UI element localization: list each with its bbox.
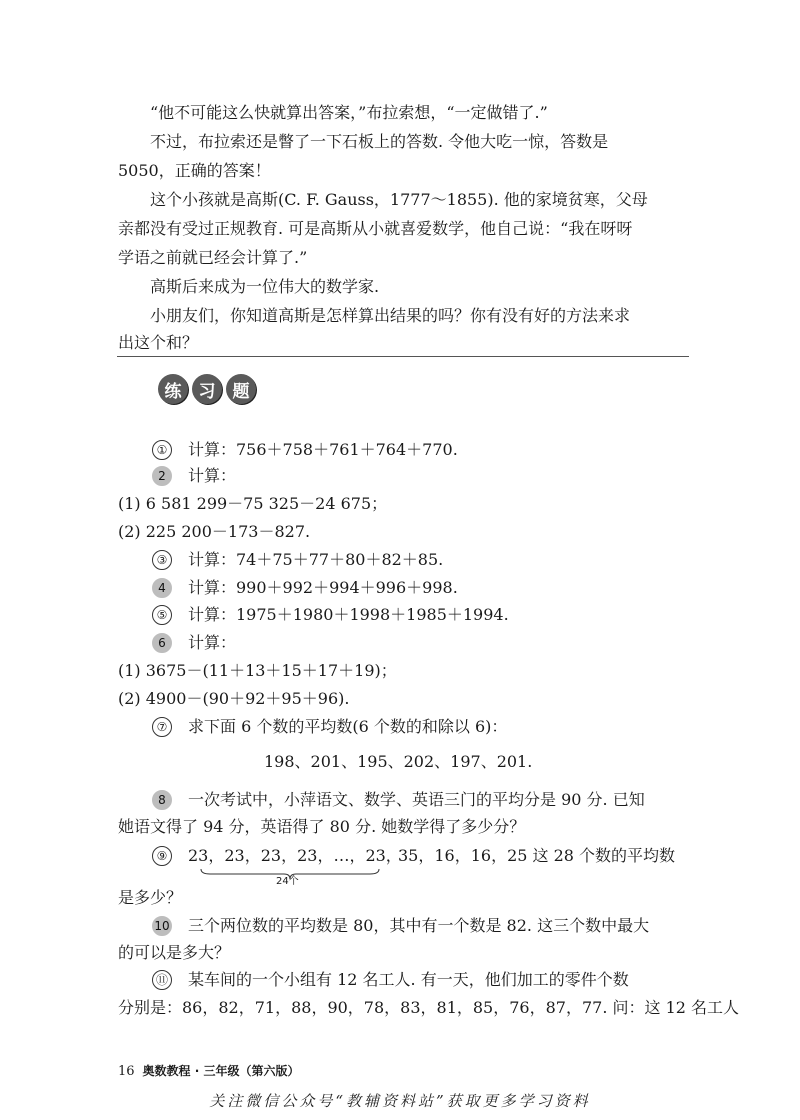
- exercise-4: [152, 578, 458, 598]
- title-char-3: 题: [226, 374, 256, 404]
- exercise-8: [152, 790, 645, 810]
- page-number: 16: [118, 1064, 135, 1079]
- exercise-number: ⑤: [152, 605, 172, 625]
- exercise-number: ③: [152, 550, 172, 570]
- exercise-9-line-2: 是多少？: [118, 888, 183, 907]
- exercise-number: ⑦: [152, 717, 172, 737]
- exercise-text: 计算：756＋758＋761＋764＋770.: [188, 440, 458, 459]
- story-line-9: 出这个和？: [118, 333, 199, 352]
- story-line-1: “他不可能这么快就算出答案，”布拉索想，“一定做错了.”: [150, 103, 548, 122]
- exercise-text: 计算：990＋992＋994＋996＋998.: [188, 578, 458, 597]
- exercise-text: 某车间的一个小组有 12 名工人. 有一天，他们加工的零件个数: [188, 970, 629, 989]
- exercise-6-part-1: (1) 3675－(11＋13＋15＋17＋19)；: [118, 661, 397, 680]
- title-char-2: 习: [192, 374, 222, 404]
- exercise-text: 计算：: [188, 466, 237, 485]
- exercise-10-line-2: 的可以是多大？: [118, 943, 231, 962]
- exercise-7-numbers: 198、201、195、202、197、201.: [264, 752, 533, 771]
- exercise-1: [152, 440, 458, 460]
- story-line-8: 小朋友们，你知道高斯是怎样算出结果的吗？你有没有好的方法来求: [150, 306, 631, 325]
- exercise-9: [152, 846, 675, 866]
- exercise-6-part-2: (2) 4900－(90＋92＋95＋96).: [118, 689, 350, 708]
- exercise-text: 35，16，16，25 这 28 个数的平均数: [398, 846, 676, 865]
- exercise-11: [152, 970, 629, 990]
- exercise-2: [152, 466, 236, 486]
- exercise-number: 2: [152, 466, 172, 486]
- exercise-3: [152, 550, 443, 570]
- exercise-number: ⑨: [152, 846, 172, 866]
- exercise-10: [152, 916, 649, 936]
- section-divider: [117, 356, 689, 357]
- exercise-number: ⑪: [152, 970, 172, 990]
- exercise-text: 三个两位数的平均数是 80，其中有一个数是 82. 这三个数中最大: [188, 916, 650, 935]
- exercise-text: 一次考试中，小萍语文、数学、英语三门的平均分是 90 分. 已知: [188, 790, 645, 809]
- story-line-6: 学语之前就已经会计算了.”: [118, 248, 308, 267]
- exercise-2-part-1: (1) 6 581 299－75 325－24 675；: [118, 494, 388, 513]
- exercise-9-repeated: 23，23，23，23，…，23，: [188, 846, 402, 865]
- underbrace-label: 24个: [276, 876, 299, 887]
- exercise-text: 求下面 6 个数的平均数(6 个数的和除以 6)：: [188, 717, 508, 736]
- exercise-number: 4: [152, 578, 172, 598]
- exercise-5: [152, 605, 509, 625]
- exercise-8-line-2: 她语文得了 94 分，英语得了 80 分. 她数学得了多少分？: [118, 817, 526, 836]
- book-title: 奥数教程 · 三年级（第六版）: [142, 1064, 300, 1078]
- exercise-section-title: [158, 374, 256, 404]
- story-line-5: 亲都没有受过正规教育. 可是高斯从小就喜爱数学，他自己说：“我在呀呀: [118, 219, 633, 238]
- story-line-7: 高斯后来成为一位伟大的数学家.: [150, 277, 380, 296]
- exercise-text: 计算：74＋75＋77＋80＋82＋85.: [188, 550, 444, 569]
- exercise-11-line-2: 分别是：86，82，71，88，90，78，83，81，85，76，87，77. 问：这 12 名工人: [118, 998, 740, 1017]
- story-line-2: 不过，布拉索还是瞥了一下石板上的答数. 令他大吃一惊，答数是: [150, 132, 609, 151]
- exercise-number: 10: [152, 916, 172, 936]
- story-line-3: 5050，正确的答案！: [118, 161, 271, 180]
- story-line-4: 这个小孩就是高斯(C. F. Gauss，1777～1855). 他的家境贫寒，父母: [150, 190, 648, 209]
- exercise-number: 6: [152, 633, 172, 653]
- exercise-7: [152, 717, 507, 737]
- exercise-number: ①: [152, 440, 172, 460]
- exercise-6: [152, 633, 236, 653]
- exercise-number: 8: [152, 790, 172, 810]
- title-char-1: 练: [158, 374, 188, 404]
- exercise-2-part-2: (2) 225 200－173－827.: [118, 522, 311, 541]
- exercise-text: 计算：1975＋1980＋1998＋1985＋1994.: [188, 605, 509, 624]
- watermark-text: 关注微信公众号“教辅资料站”获取更多学习资料: [209, 1092, 591, 1110]
- exercise-text: 计算：: [188, 633, 237, 652]
- page-footer: [118, 1062, 299, 1079]
